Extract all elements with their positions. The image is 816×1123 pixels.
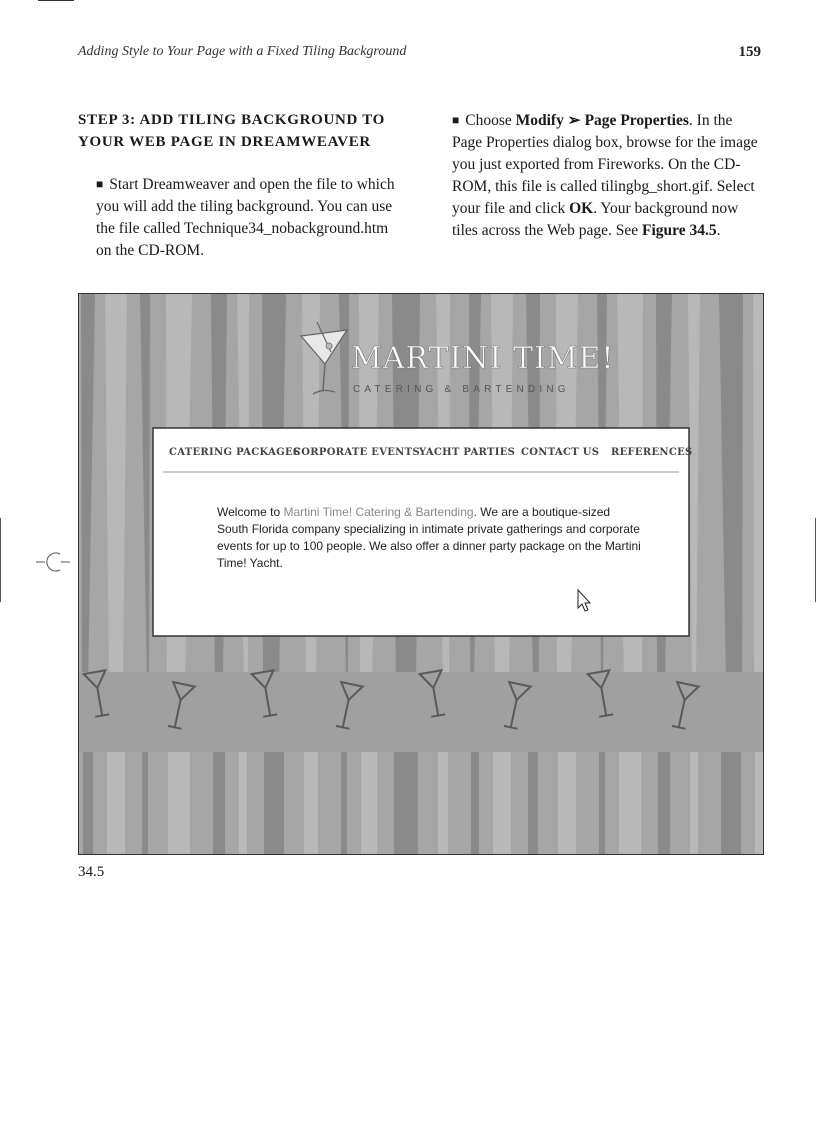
background-stripe — [528, 744, 538, 854]
menu-page-properties: Page Properties — [584, 112, 689, 129]
background-stripe — [438, 744, 448, 854]
welcome-line-3: events for up to 100 people. We also offer a dinner party package on the Martini — [217, 539, 641, 553]
background-stripe — [239, 744, 247, 854]
background-stripe — [168, 744, 190, 854]
background-stripe — [394, 744, 418, 854]
step-heading — [78, 109, 398, 153]
background-stripe — [658, 744, 670, 854]
crop-mark-left — [0, 518, 1, 602]
ok-label: OK — [569, 200, 594, 217]
right-column — [452, 109, 764, 242]
bullet-icon: ■ — [452, 113, 460, 127]
logo-title: MARTINI TIME! — [351, 341, 615, 376]
background-stripe — [493, 744, 511, 854]
nav-catering-packages[interactable]: CATERING PACKAGES — [169, 447, 301, 458]
page-number: 159 — [738, 44, 761, 60]
background-stripe — [341, 744, 347, 854]
background-stripe — [721, 744, 741, 854]
crop-mark-top — [38, 0, 74, 1]
welcome-line-4: Time! Yacht. — [217, 556, 283, 570]
figure-reference: Figure 34.5 — [642, 222, 717, 239]
background-stripe — [599, 744, 605, 854]
welcome-line-2: South Florida company specializing in intimate private gatherings and corporate — [217, 522, 640, 536]
background-stripe — [83, 744, 93, 854]
instruction-page-properties — [452, 109, 764, 242]
nav-references[interactable]: REFERENCES — [611, 447, 693, 458]
instruction-start-dreamweaver — [78, 173, 398, 262]
welcome-brand: Martini Time! Catering & Bartending — [283, 505, 474, 519]
background-stripe — [753, 294, 763, 684]
bullet-icon: ■ — [96, 177, 104, 191]
background-stripe — [264, 744, 284, 854]
background-stripe — [471, 744, 479, 854]
text-choose: Choose — [465, 112, 516, 129]
background-stripe — [304, 744, 318, 854]
background-stripe — [755, 744, 763, 854]
text-after-ok: . Your background now tiles across the Web page. See — [452, 200, 739, 239]
menu-modify: Modify — [515, 112, 564, 129]
background-stripe — [690, 744, 698, 854]
nav-contact-us[interactable]: CONTACT US — [521, 447, 600, 458]
step-heading-line2: YOUR WEB PAGE IN DREAMWEAVER — [78, 134, 371, 150]
text-after-menu: . In the Page Properties dialog box, browse for the image you just exported from Fireworks. On the CD-ROM, this file is called tilingbg_short.gif. Select your file and click — [452, 112, 758, 217]
instruction-text: Start Dreamweaver and open the file to which you will add the tiling background. You can use the file called Technique34_nobackground.htm on the CD-ROM. — [96, 176, 395, 259]
running-head: Adding Style to Your Page with a Fixed Tiling Background — [78, 44, 407, 59]
background-stripe — [107, 744, 125, 854]
welcome-line1-rest: . We are a boutique-sized — [473, 505, 611, 519]
nav-corporate-events[interactable]: CORPORATE EVENTS — [293, 447, 420, 458]
left-column — [78, 109, 398, 262]
content-panel — [153, 428, 693, 636]
registration-mark-icon — [36, 550, 70, 574]
background-stripe — [142, 744, 148, 854]
figure-screenshot — [78, 293, 764, 855]
welcome-line-1 — [217, 505, 610, 519]
text-end: . — [716, 222, 721, 239]
figure-label: 34.5 — [78, 864, 105, 880]
welcome-prefix: Welcome to — [217, 505, 284, 519]
background-stripe — [619, 744, 641, 854]
step-heading-line1: STEP 3: ADD TILING BACKGROUND TO — [78, 112, 386, 128]
logo-subtitle: CATERING & BARTENDING — [353, 384, 570, 395]
background-stripe — [213, 744, 225, 854]
background-stripe — [558, 744, 576, 854]
background-stripe — [361, 744, 377, 854]
menu-arrow-icon: ➢ — [567, 112, 581, 129]
nav-yacht-parties[interactable]: YACHT PARTIES — [419, 447, 516, 458]
